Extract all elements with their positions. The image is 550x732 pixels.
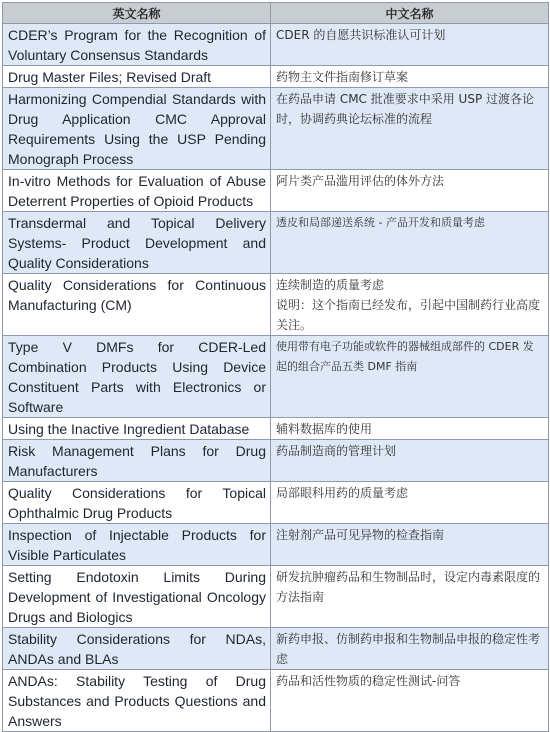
chinese-name-cell: 注射剂产品可见异物的检查指南 xyxy=(271,524,549,566)
table-row xyxy=(3,418,549,440)
english-name-cell: Risk Management Plans for Drug Manufacturers xyxy=(3,440,271,482)
table-row xyxy=(3,66,549,88)
chinese-name-cell: 新药申报、仿制药申报和生物制品申报的稳定性考虑 xyxy=(271,628,549,670)
table-row xyxy=(3,524,549,566)
table-row xyxy=(3,670,549,732)
table-row xyxy=(3,212,549,274)
table-row xyxy=(3,482,549,524)
english-name-cell: In-vitro Methods for Evaluation of Abuse Deterrent Properties of Opioid Products xyxy=(3,170,271,212)
english-name-cell: Drug Master Files; Revised Draft xyxy=(3,66,271,88)
english-name-cell: Stability Considerations for NDAs, ANDAs and BLAs xyxy=(3,628,271,670)
guidance-table xyxy=(2,2,549,732)
english-name-cell: ANDAs: Stability Testing of Drug Substances and Products Questions and Answers xyxy=(3,670,271,732)
chinese-name-cell: 药物主文件指南修订草案 xyxy=(271,66,549,88)
english-name-cell: Using the Inactive Ingredient Database xyxy=(3,418,271,440)
table-row xyxy=(3,88,549,170)
chinese-name-text: 连续制造的质量考虑 xyxy=(276,278,385,292)
chinese-name-cell: 药品制造商的管理计划 xyxy=(271,440,549,482)
english-name-cell: CDER’s Program for the Recognition of Voluntary Consensus Standards xyxy=(3,24,271,66)
header-chinese-name: 中文名称 xyxy=(271,3,549,24)
header-row xyxy=(3,3,549,24)
chinese-name-cell: 阿片类产品滥用评估的体外方法 xyxy=(271,170,549,212)
english-name-cell: Quality Considerations for Continuous Manufacturing (CM) xyxy=(3,274,271,336)
chinese-name-cell: 透皮和局部递送系统 - 产品开发和质量考虑 xyxy=(271,212,549,274)
english-name-cell: Harmonizing Compendial Standards with Drug Application CMC Approval Requirements Using the USP Pending Monograph Process xyxy=(3,88,271,170)
table-row xyxy=(3,566,549,628)
table-row xyxy=(3,336,549,418)
note-text: 说明：这个指南已经发布，引起中国制药行业高度关注。 xyxy=(276,298,541,332)
chinese-name-cell xyxy=(271,274,549,336)
chinese-name-cell: 局部眼科用药的质量考虑 xyxy=(271,482,549,524)
table-row xyxy=(3,440,549,482)
chinese-name-cell: 辅料数据库的使用 xyxy=(271,418,549,440)
english-name-cell: Quality Considerations for Topical Ophthalmic Drug Products xyxy=(3,482,271,524)
header-english-name: 英文名称 xyxy=(3,3,271,24)
chinese-name-cell: 药品和活性物质的稳定性测试-问答 xyxy=(271,670,549,732)
table-row xyxy=(3,274,549,336)
table-row xyxy=(3,170,549,212)
chinese-name-cell: CDER 的自愿共识标准认可计划 xyxy=(271,24,549,66)
english-name-cell: Inspection of Injectable Products for Visible Particulates xyxy=(3,524,271,566)
table-row xyxy=(3,628,549,670)
chinese-name-cell: 研发抗肿瘤药品和生物制品时，设定内毒素限度的方法指南 xyxy=(271,566,549,628)
chinese-name-cell: 使用带有电子功能或软件的器械组成部件的 CDER 发起的组合产品五类 DMF 指南 xyxy=(271,336,549,418)
english-name-cell: Setting Endotoxin Limits During Development of Investigational Oncology Drugs and Biologics xyxy=(3,566,271,628)
chinese-name-cell: 在药品申请 CMC 批准要求中采用 USP 过渡各论时，协调药典论坛标准的流程 xyxy=(271,88,549,170)
table-row xyxy=(3,24,549,66)
english-name-cell: Transdermal and Topical Delivery Systems- Product Development and Quality Considerations xyxy=(3,212,271,274)
english-name-cell: Type V DMFs for CDER-Led Combination Products Using Device Constituent Parts with Electronics or Software xyxy=(3,336,271,418)
